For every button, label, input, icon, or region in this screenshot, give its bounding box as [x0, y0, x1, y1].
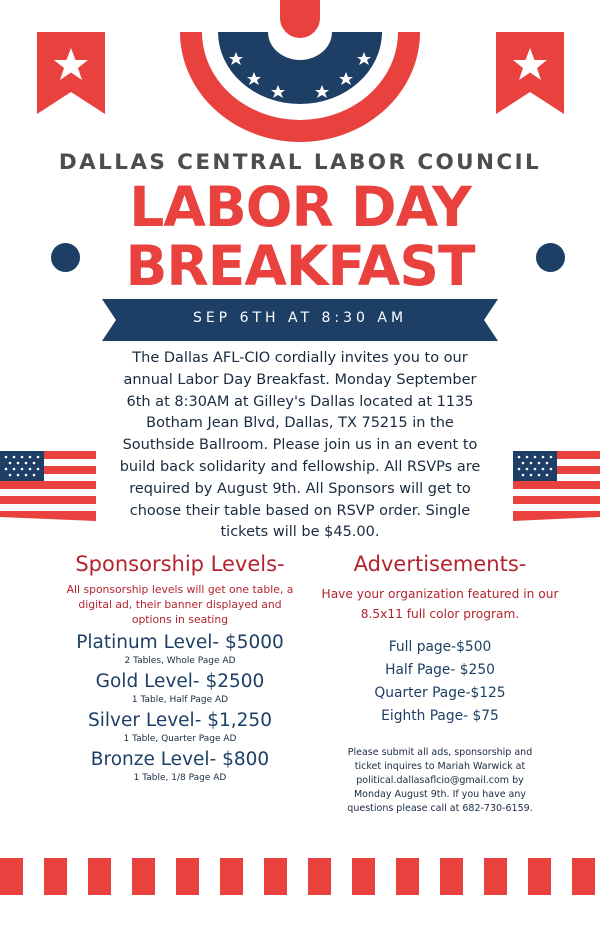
ad-price-list: [295, 636, 585, 728]
bronze-detail: 1 Table, 1/8 Page AD: [133, 773, 227, 783]
ad-price-item: Quarter Page-$125: [374, 685, 506, 701]
gold-level: Gold Level- $2500: [95, 671, 265, 692]
left-flag-icon: [0, 451, 96, 521]
date-banner-text: SEP 6TH AT 8:30 AM: [192, 310, 408, 326]
left-star-pennant: [37, 32, 105, 114]
intro-line: build back solidarity and fellowship. All RSVPs are: [119, 458, 481, 475]
intro-line: Southside Ballroom. Please join us in an event to: [122, 437, 478, 454]
ad-price-item: Half Page- $250: [385, 662, 495, 678]
sponsorship-note: All sponsorship levels will get one table, a digital ad, their banner displayed and options in seating: [66, 583, 294, 626]
left-dot: [51, 243, 80, 272]
gold-detail: 1 Table, Half Page AD: [131, 695, 229, 705]
intro-line: The Dallas AFL-CIO cordially invites you to our: [132, 350, 468, 366]
right-flag-icon: [513, 451, 600, 521]
intro-line: choose their table based on RSVP order. Single: [129, 502, 471, 519]
intro-line: annual Labor Day Breakfast. Monday September: [123, 371, 477, 388]
intro-line: required by August 9th. All Sponsors will get to: [129, 480, 471, 497]
platinum-level: Platinum Level- $5000: [76, 632, 284, 653]
silver-detail: 1 Table, Quarter Page AD: [123, 734, 237, 744]
organization-name: DALLAS CENTRAL LABOR COUNCIL: [58, 150, 542, 175]
ad-price-item: Full page-$500: [388, 639, 492, 655]
ad-price-item: Eighth Page- $75: [381, 708, 499, 724]
right-dot: [536, 243, 565, 272]
advertisements-note: Have your organization featured in our 8.5x11 full color program.: [321, 587, 559, 621]
intro-line: tickets will be $45.00.: [220, 524, 380, 541]
sponsorship-section: [30, 550, 330, 785]
bottom-stripe-border: [0, 858, 600, 895]
silver-level: Silver Level- $1,250: [88, 710, 272, 731]
contact-email: political.dallasaflcio@gmail.com by: [356, 775, 524, 786]
patriotic-bunting: [180, 0, 420, 145]
intro-line: 6th at 8:30AM at Gilley's Dallas located at 1135: [126, 393, 474, 410]
event-title-line2: BREAKFAST: [125, 234, 475, 298]
advertisements-section: [295, 550, 585, 816]
bronze-level: Bronze Level- $800: [90, 749, 270, 770]
contact-phone: questions please call at 682-730-6159.: [347, 803, 533, 814]
platinum-detail: 2 Tables, Whole Page AD: [124, 656, 236, 666]
intro-line: Botham Jean Blvd, Dallas, TX 75215 in the: [146, 415, 454, 432]
advertisements-heading: Advertisements-: [353, 552, 527, 576]
sponsorship-heading: Sponsorship Levels-: [75, 552, 285, 576]
contact-info: Please submit all ads, sponsorship and ticket inquires to Mariah Warwick at political.dallasaflcio@gmail.com by Monday August 9th. If you have any questions please call at 682-730-6159.: [295, 746, 585, 816]
event-title-line1: LABOR DAY: [129, 175, 471, 239]
right-star-pennant: [496, 32, 564, 114]
invitation-paragraph: [98, 348, 502, 544]
